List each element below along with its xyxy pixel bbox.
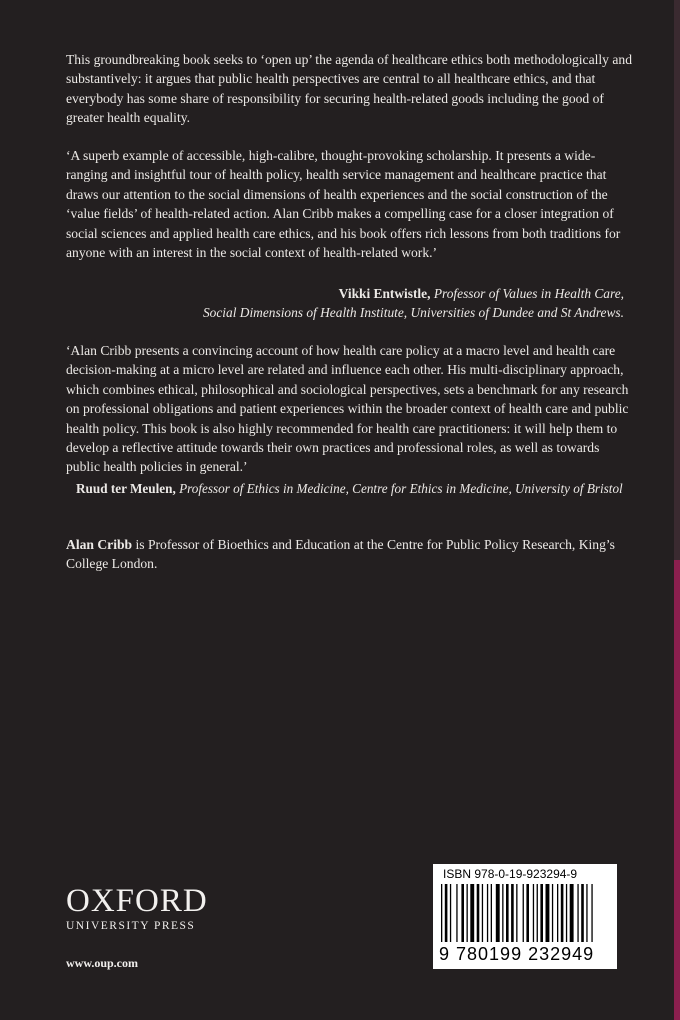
barcode-bar bbox=[502, 884, 503, 942]
barcode-bar bbox=[566, 884, 567, 942]
review-attribution-1 bbox=[66, 284, 624, 322]
barcode-bar bbox=[546, 884, 550, 942]
barcode-bar bbox=[445, 884, 448, 942]
reviewer-affiliation-1: Social Dimensions of Health Institute, Universities of Dundee and St Andrews. bbox=[202, 305, 624, 320]
barcode-bar bbox=[552, 884, 553, 942]
author-bio bbox=[66, 535, 632, 574]
barcode-bar bbox=[441, 884, 442, 942]
barcode-bar bbox=[586, 884, 587, 942]
book-blurb: This groundbreaking book seeks to ‘open up’ the agenda of healthcare ethics both methodologically and substantively: it argues that public health perspectives are central to all healthcare ethics, and that everybody has some share of responsibility for securing health-related goods including the good of greater health equality. bbox=[66, 52, 632, 126]
barcode-digits: 9 780199 232949 bbox=[439, 944, 595, 964]
reviewer-name-1: Vikki Entwistle, bbox=[338, 286, 431, 301]
publisher-url[interactable]: www.oup.com bbox=[66, 956, 139, 970]
barcode-icon bbox=[439, 884, 611, 946]
reviewer-role-2: Professor of Ethics in Medicine, Centre for Ethics in Medicine, University of Bristol bbox=[179, 481, 623, 496]
spine-accent-strip bbox=[674, 560, 680, 1020]
barcode-bar bbox=[577, 884, 578, 942]
publisher-name: OXFORD bbox=[66, 883, 208, 919]
barcode-bar bbox=[491, 884, 492, 942]
barcode-bar bbox=[477, 884, 480, 942]
barcode-bar bbox=[523, 884, 524, 942]
reviewer-name-2: Ruud ter Meulen, bbox=[76, 481, 176, 496]
barcode-bar bbox=[450, 884, 451, 942]
barcode-bar bbox=[461, 884, 464, 942]
barcode-bar bbox=[467, 884, 468, 942]
review-attribution-2 bbox=[76, 479, 636, 498]
isbn-barcode-box bbox=[433, 864, 617, 969]
author-bio-text: is Professor of Bioethics and Education at the Centre for Public Policy Research, King’s College London. bbox=[66, 537, 615, 572]
barcode-bar bbox=[511, 884, 514, 942]
barcode-bar bbox=[561, 884, 564, 942]
spine-edge bbox=[674, 0, 680, 1020]
barcode-bar bbox=[537, 884, 538, 942]
barcode-bar bbox=[516, 884, 517, 942]
barcode-bar bbox=[496, 884, 500, 942]
author-name: Alan Cribb bbox=[66, 537, 133, 552]
barcode-bar bbox=[557, 884, 558, 942]
barcode-bar bbox=[506, 884, 509, 942]
barcode-bar bbox=[533, 884, 534, 942]
barcode-bar bbox=[526, 884, 529, 942]
review-quote-1: ‘A superb example of accessible, high-calibre, thought-provoking scholarship. It presents a wide-ranging and insightful tour of health policy, health service management and healthcare practice that draws our attention to the social dimensions of health experiences and the social construction of the ‘value fields’ of health-related action. Alan Cribb makes a compelling case for a closer integration of social sciences and applied health care ethics, and his book offers rich lessons from both traditions for anyone with an interest in the social context of health-related work.’ bbox=[66, 148, 621, 261]
barcode-bar bbox=[487, 884, 488, 942]
barcode-bar bbox=[581, 884, 584, 942]
barcode-bar bbox=[470, 884, 474, 942]
barcode-bar bbox=[570, 884, 574, 942]
barcode-bar bbox=[456, 884, 457, 942]
publisher-subtitle: UNIVERSITY PRESS bbox=[66, 920, 196, 932]
publisher-logo bbox=[66, 884, 208, 932]
review-quote-2: ‘Alan Cribb presents a convincing account of how health care policy at a macro level and health care decision-making at a micro level are related and influence each other. His multi-disciplinary approach, which combines ethical, philosophical and sociological perspectives, sets a benchmark for any research on professional obligations and patient experiences within the broader context of health care and public health policy. This book is also highly recommended for health care practitioners: it will help them to develop a reflective attitude towards their own practices and professional roles, as well as towards public health policies in general.’ bbox=[66, 343, 629, 475]
isbn-label: ISBN 978-0-19-923294-9 bbox=[443, 867, 578, 881]
reviewer-role-1: Professor of Values in Health Care, bbox=[433, 286, 624, 301]
barcode-bar bbox=[591, 884, 592, 942]
barcode-bar bbox=[482, 884, 483, 942]
barcode-bar bbox=[540, 884, 543, 942]
